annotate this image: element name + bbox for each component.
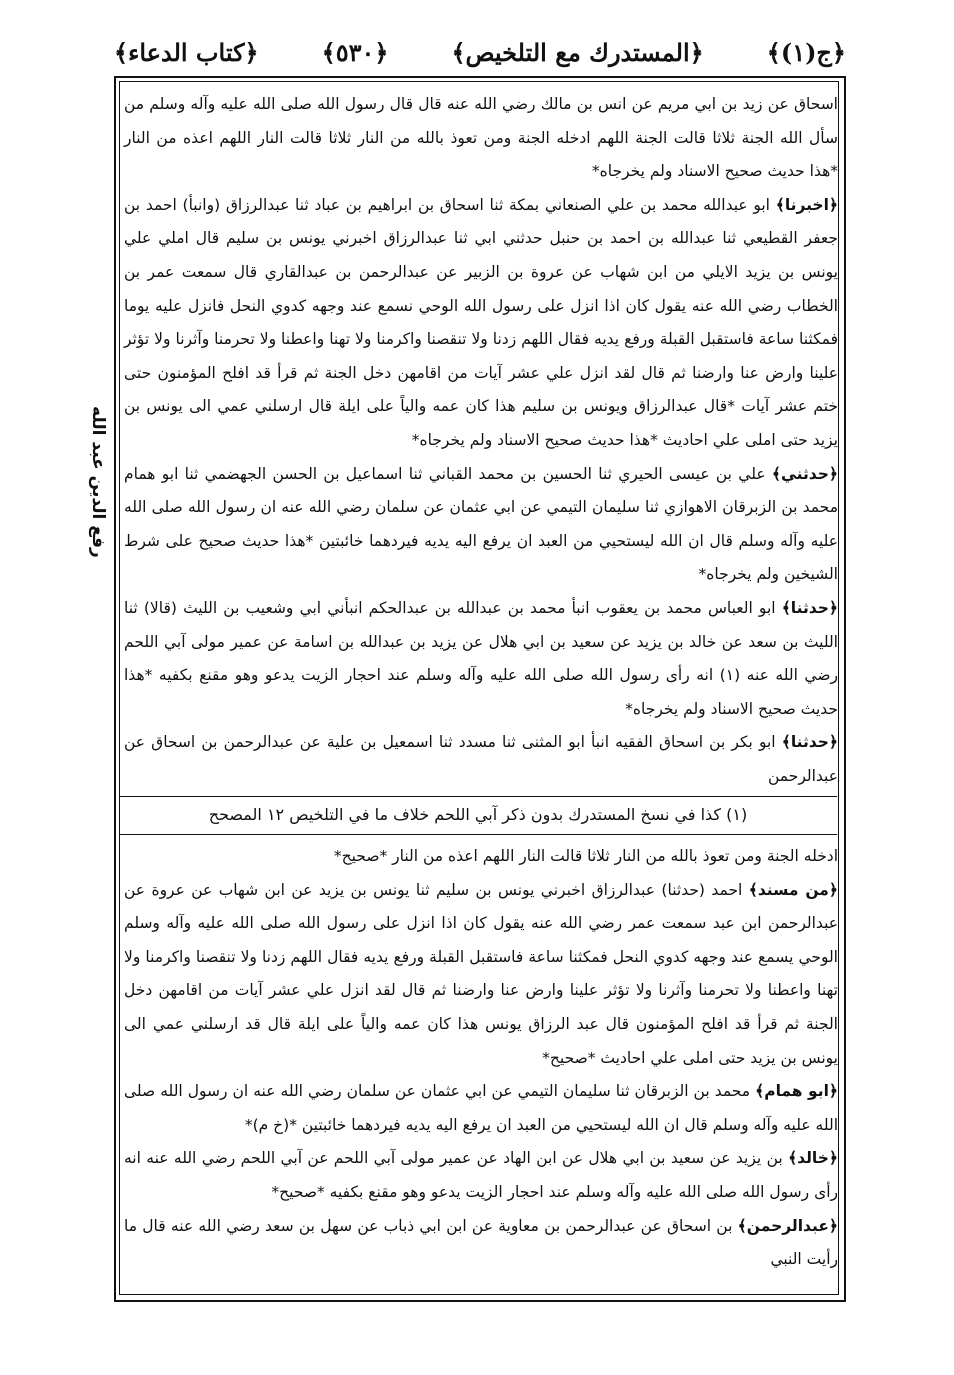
- paragraph-text: ابو بكر بن اسحاق الفقيه انبأ ابو المثنى ثنا مسدد ثنا اسمعيل بن علية عن عبدالرحمن بن اسحاق عن عبدالرحمن: [124, 733, 838, 785]
- paragraph-marker: ﴿حدثني﴾: [771, 464, 838, 483]
- paragraph-marker: ﴿اخبرنا﴾: [775, 195, 838, 214]
- paragraph: [124, 189, 838, 458]
- paragraph-text: اسحاق عن زيد بن ابي مريم عن انس بن مالك رضي الله عنه قال قال رسول الله صلى الله عليه وآله وسلم من سأل الله الجنة ثلاثا قالت الجنة اللهم ادخله الجنة ومن تعوذ بالله من النار ثلاثا قالت النار اللهم اعذه من النار *هذا حديث صحيح الاسناد ولم يخرجاه*: [124, 95, 838, 181]
- chapter-title: ﴿كتاب الدعاء﴾: [114, 37, 259, 67]
- paragraph-text: احمد (حدثنا) عبدالرزاق اخبرني يونس بن سليم ثنا يونس بن يزيد عن ابن شهاب عن عروة عن عبدالرحمن ابن عبد سمعت عمر رضي الله عنه يقول كان اذا انزل على رسول الله صلى الله عليه وآله وسلم الوحي يسمع عند وجهه كدوي النحل فمكثنا ساعة فاستقبل القبلة ورفع يديه فقال اللهم زدنا ولا تنقصنا واكرمنا ولا تهنا واعطنا ولا تحرمنا وآثرنا ولا تؤثر علينا وارض عنا وارضنا ثم قال لقد انزل علي عشر آيات من اقامهن دخل الجنة ثم قرأ قد افلح المؤمنون قال عبد الرزاق يونس هذا كان عمه والياً على ايلة قال قد ارسلني عمي الى يونس بن يزيد حتى املى علي احاديث *صحيح*: [124, 880, 838, 1067]
- paragraph: [124, 1142, 838, 1209]
- main-text: [124, 88, 838, 793]
- paragraph-text: ابو العباس محمد بن يعقوب انبأ محمد بن عبدالله بن عبدالحكم انبأني ابي وشعيب بن الليث (قالا) ثنا الليث بن سعد عن خالد بن يزيد عن سعيد بن ابي هلال عن يزيد بن عبدالله بن اسامة عن عمير مولى آبي اللحم رضي الله عنه (١) انه رأى رسول الله صلى الله عليه وآله وسلم عند احجار الزيت يدعو وهو مقنع بكفيه *هذا حديث صحيح الاسناد ولم يخرجاه*: [124, 598, 838, 718]
- paragraph-marker: ﴿من مسند﴾: [748, 880, 838, 899]
- paragraph-marker: ﴿خالد﴾: [788, 1149, 838, 1168]
- paragraph-marker: ﴿حدثنا﴾: [781, 598, 838, 617]
- paragraph: [124, 840, 838, 874]
- running-header: [114, 28, 846, 76]
- paragraph-text: علي بن عيسى الحيري ثنا الحسين بن محمد القباني ثنا اسماعيل بن الحسن الجهضمي ثنا ابو همام محمد بن الزبرقان الاهوازي ثنا سليمان التيمي عن ابي عثمان عن سلمان رضي الله عنه ان رسول الله صلى الله عليه وآله وسلم قال ان الله ليستحيي من العبد ان يرفع اليه يديه فيردهما خائبتين *هذا حديث صحيح على شرط الشيخين ولم يخرجاه*: [124, 464, 838, 584]
- paragraph: [124, 458, 838, 592]
- paragraph-marker: ﴿عبدالرحمن﴾: [737, 1216, 838, 1235]
- side-stamp: [62, 396, 108, 568]
- side-stamp-text: رفع الدين عبد الله: [88, 406, 108, 558]
- book-title: ﴿المستدرك مع التلخيص﴾: [451, 37, 704, 67]
- paragraph: [124, 874, 838, 1076]
- volume-label: ﴿ج(١)﴾: [766, 37, 846, 67]
- paragraph: [124, 1210, 838, 1277]
- page-number: ﴿٥٣٠﴾: [321, 37, 389, 67]
- footnote-rule-top: [119, 796, 837, 797]
- paragraph: [124, 592, 838, 726]
- paragraph: [124, 726, 838, 793]
- paragraph-marker: ﴿ابو همام﴾: [755, 1082, 838, 1101]
- summary-text: [124, 840, 838, 1277]
- paragraph-text: بن يزيد عن سعيد بن ابي هلال عن ابن الهاد عن عمير مولى آبي اللحم عن آبي اللحم رضي الله عنه انه رأى رسول الله صلى الله عليه وآله وسلم عند احجار الزيت يدعو وهو مقنع بكفيه *صحيح*: [124, 1149, 838, 1201]
- footnote-rule-bottom: [119, 834, 837, 835]
- paragraph-marker: ﴿حدثنا﴾: [781, 733, 838, 752]
- paragraph-text: ابو عبدالله محمد بن علي الصنعاني بمكة ثنا اسحاق بن ابراهيم بن عباد ثنا عبدالرزاق (وانبأ) احمد بن جعفر القطيعي ثنا عبدالله بن احمد بن حنبل حدثني ابي ثنا عبدالرزاق اخبرني يونس بن سليم قال املي علي يونس بن يزيد الايلي من ابن شهاب عن عروة بن الزبير عن عبدالرحمن بن عبدالقاري قال سمعت عمر بن الخطاب رضي الله عنه يقول كان اذا انزل على رسول الله الوحي نسمع عند وجهه كدوي النحل فانزل عليه يوما فمكثنا ساعة فاستقبل القبلة ورفع يديه فقال اللهم زدنا ولا تنقصنا واكرمنا ولا تهنا واعطنا ولا تحرمنا وآثرنا ولا تؤثر علينا وارض عنا وارضنا ثم قال لقد انزل علي عشر آيات من اقامهن دخل الجنة ثم قرأ قد افلح المؤمنون حتى ختم عشر آيات *قال عبدالرزاق ويونس بن سليم هذا كان عمه والياً على ايلة قال ارسلني عمي الى يونس بن يزيد حتى املى علي احاديث *هذا حديث صحيح الاسناد ولم يخرجاه*: [124, 195, 838, 449]
- paragraph: [124, 1075, 838, 1142]
- paragraph-text: محمد بن الزبرقان ثنا سليمان التيمي عن ابي عثمان عن سلمان رضي الله عنه ان رسول الله صلى الله عليه وآله وسلم قال ان الله ليستحيي من العبد ان يرفع اليه يديه فيردهما خائبتين *(خ م)*: [124, 1082, 838, 1134]
- paragraph-text: بن اسحاق عن عبدالرحمن بن معاوية عن ابن ابي ذباب عن سهل بن سعد رضي الله عنه قال ما رأيت النبي: [124, 1216, 838, 1269]
- paragraph: [124, 88, 838, 189]
- footnote: (١) كذا في نسخ المستدرك بدون ذكر آبي اللحم خلاف ما في التلخيص ١٢ المصحح: [208, 805, 748, 824]
- paragraph-text: ادخله الجنة ومن تعوذ بالله من النار ثلاثا قالت النار اللهم اعذه من النار *صحيح*: [333, 847, 838, 865]
